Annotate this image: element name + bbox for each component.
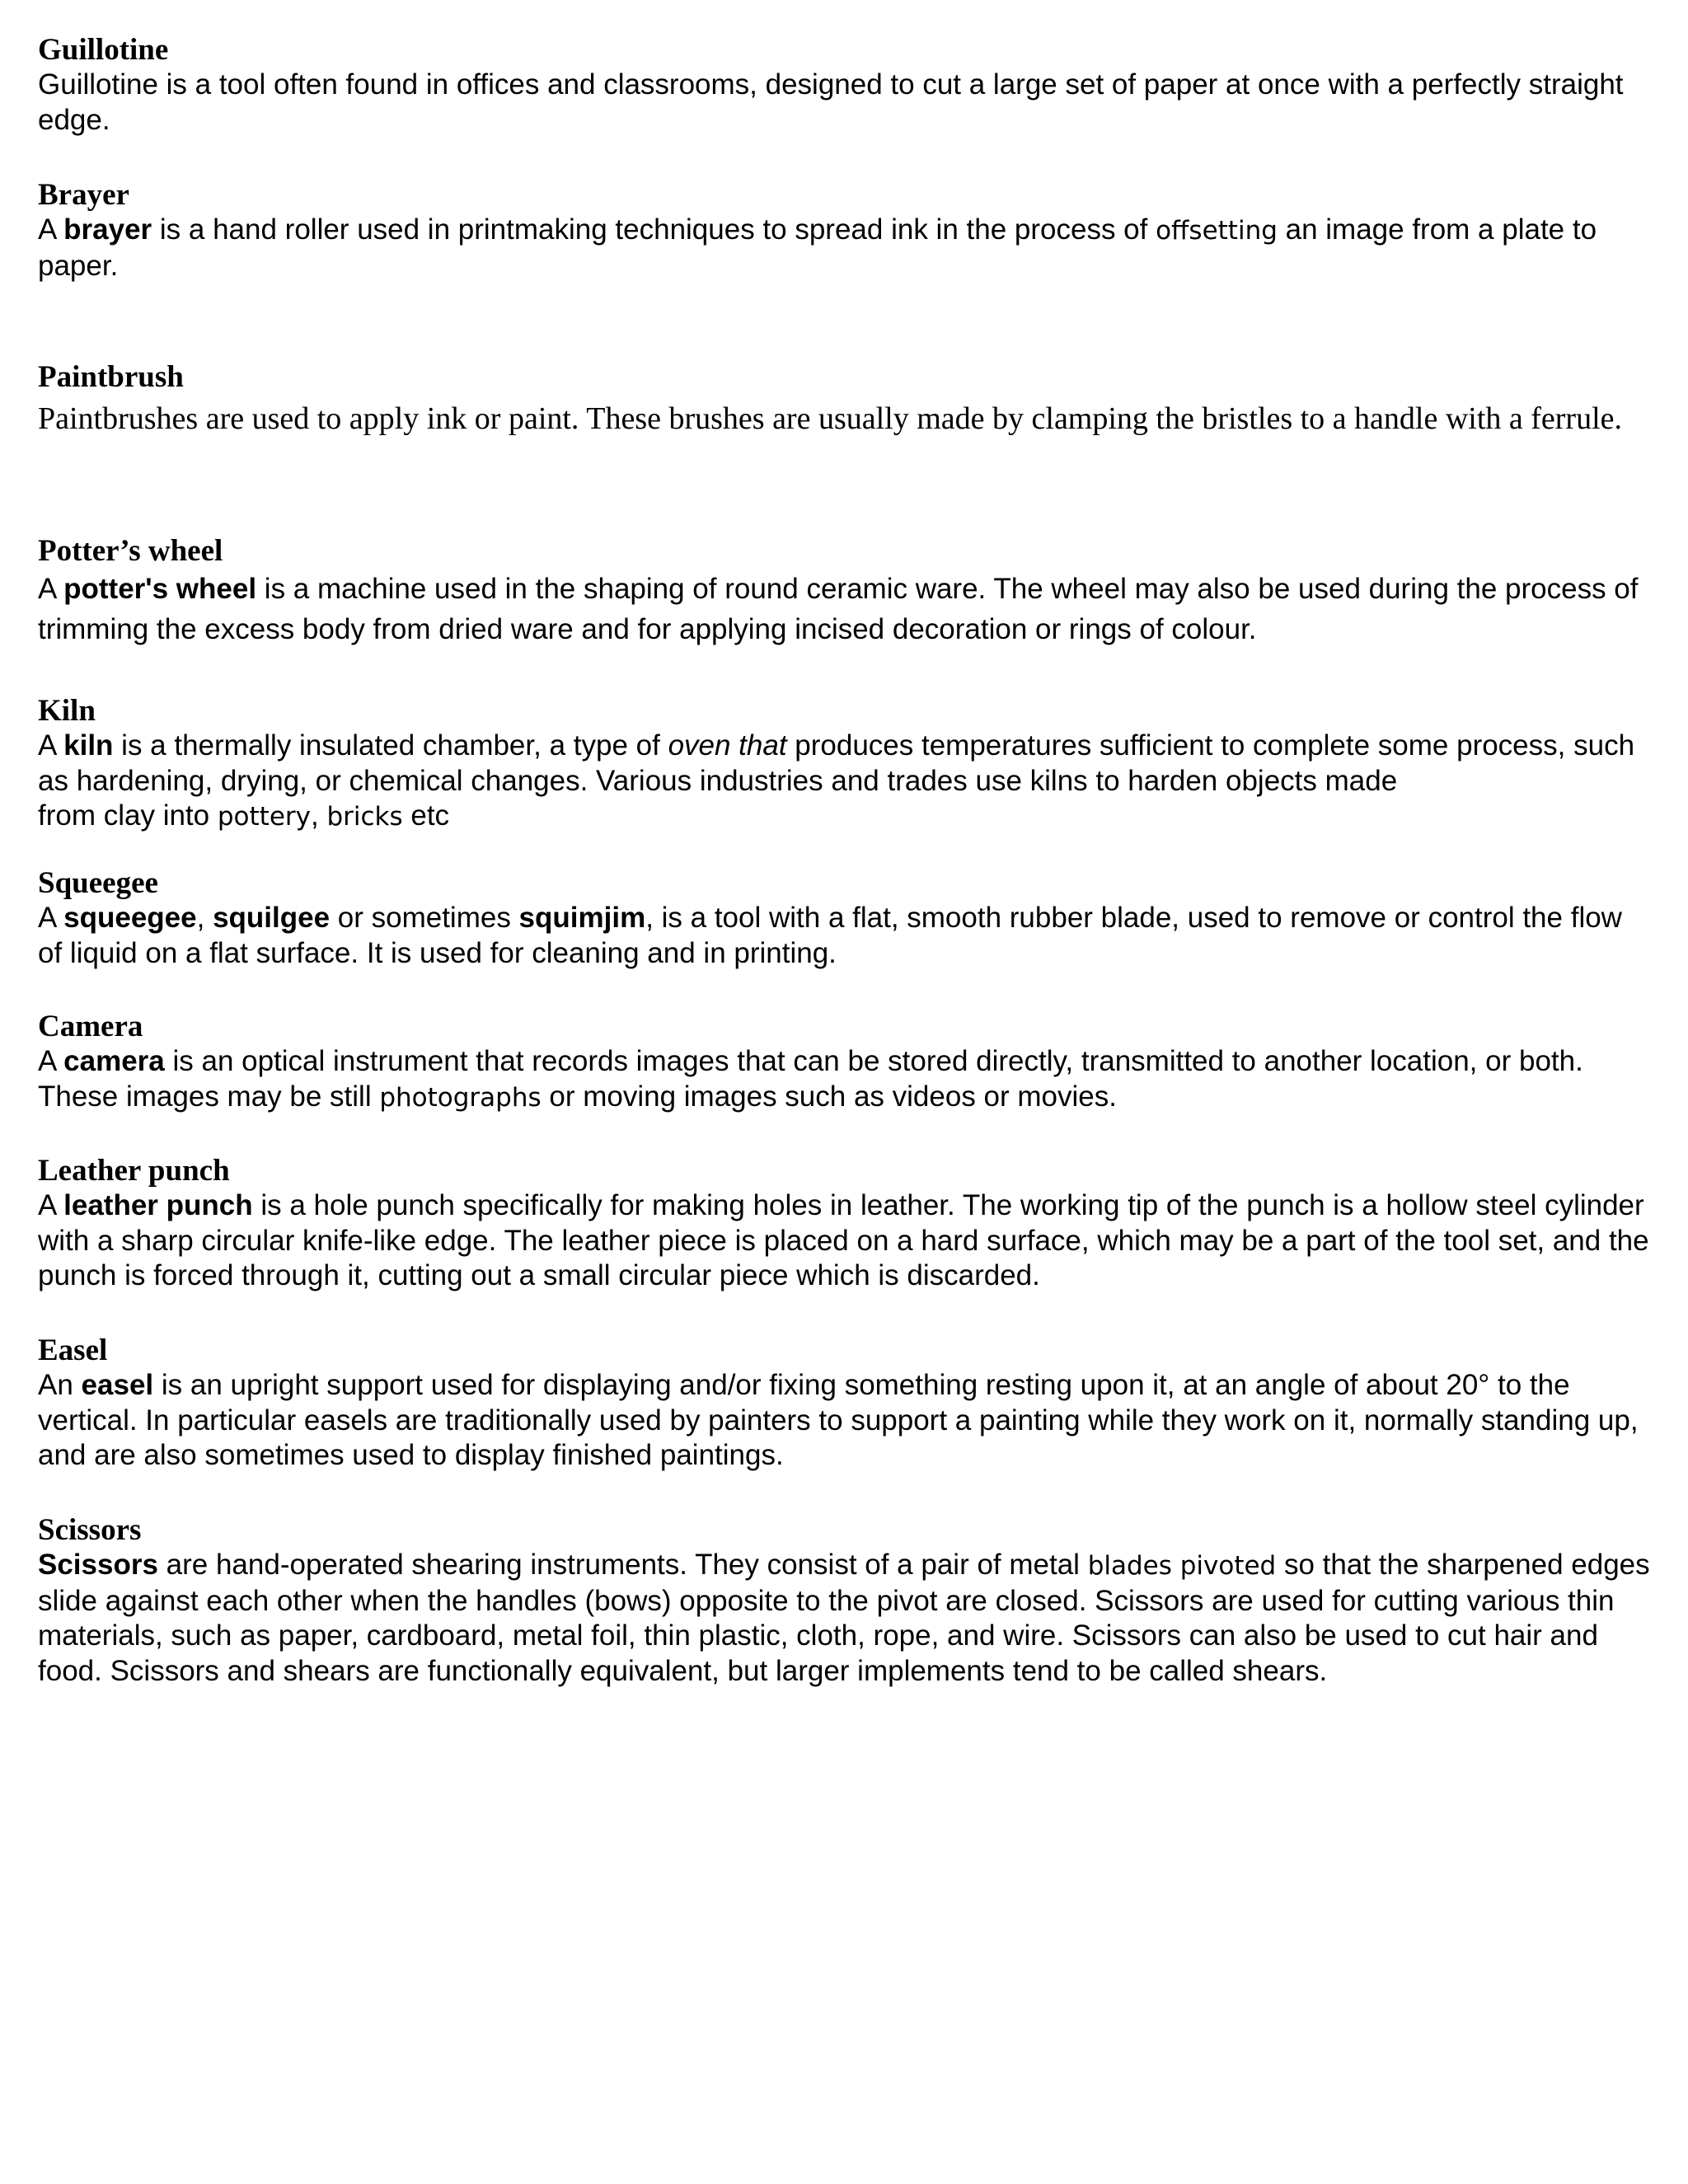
definition-text: produces temperatures sufficient to complete some process, such as hardening, drying, or chemical changes. Various industries and trades use kilns to harden objects made [38,729,1635,797]
definition-text: , [310,799,327,832]
definition-text: etc [402,799,450,832]
term-heading: Camera [38,1010,143,1043]
definition-text: so that the sharpened edges slide against each other when the handles (bows) opposite to the pivot are closed. Scissors are used for cutting various thin materials, such as paper, cardboard, metal foil, thin plastic, cloth, rope, and wire. Scissors can also be used to cut hair and food. Scissors and shears are functionally equivalent, but larger implements tend to be called shears. [38,1549,1650,1687]
definition-text: , is a tool with a flat, smooth rubber blade, used to remove or control the flow of liquid on a flat surface. It is used for cleaning and in printing. [38,902,1622,969]
definition-text: photographs [379,1082,542,1113]
entry-leather-punch [38,1154,1653,1294]
term-definition [38,1368,1653,1474]
definition-text: A [38,573,64,605]
term-heading: Potter’s wheel [38,534,223,568]
term-definition [38,396,1653,441]
definition-text: A [38,1045,64,1077]
definition-text: an image from a plate to paper. [38,213,1597,282]
term-heading: Squeegee [38,866,158,900]
definition-text: , [196,902,213,934]
entry-brayer [38,178,1653,284]
definition-text: pottery [217,802,311,832]
definition-text: bricks [326,802,403,832]
term-definition [38,1188,1653,1294]
term-definition [38,901,1653,971]
term-definition [38,1548,1653,1689]
definition-text: from clay into [38,799,218,832]
definition-text: A [38,729,64,762]
bold-term: camera [63,1045,165,1077]
definition-text: A [38,213,64,246]
bold-term: squilgee [213,902,331,934]
definition-text: Paintbrushes are used to apply ink or paint. These brushes are usually made by clamping the bristles to a handle with a ferrule. [38,401,1623,436]
term-definition [38,569,1653,649]
term-heading: Easel [38,1333,108,1367]
bold-term: kiln [63,729,114,762]
entry-easel [38,1333,1653,1474]
definition-text: A [38,902,64,934]
term-heading: Leather punch [38,1154,230,1188]
bold-term: leather punch [63,1189,253,1221]
definition-text: are hand-operated shearing instruments. They consist of a pair of metal [157,1549,1088,1581]
term-definition [38,729,1653,835]
term-heading: Brayer [38,178,129,212]
bold-term: easel [81,1369,154,1401]
definition-text: A [38,1189,64,1221]
bold-term: Scissors [38,1549,158,1581]
definition-text: Guillotine is a tool often found in offices and classrooms, designed to cut a large set of paper at once with a perfectly straight edge. [38,68,1624,136]
definition-text: is an upright support used for displaying and/or fixing something resting upon it, at an angle of about 20° to the vertical. In particular easels are traditionally used by painters to support a painting while they work on it, normally standing up, and are also sometimes used to display finished paintings. [38,1369,1639,1471]
entry-camera [38,1010,1653,1115]
definition-text: blades pivoted [1087,1551,1277,1581]
definition-text: or sometimes [330,902,519,934]
bold-term: potter's wheel [63,573,257,605]
term-heading: Kiln [38,694,96,728]
term-definition [38,213,1653,284]
definition-text: is a hole punch specifically for making holes in leather. The working tip of the punch is a hollow steel cylinder with a sharp circular knife-like edge. The leather piece is placed on a hard surface, which may be a part of the tool set, and the punch is forced through it, cutting out a small circular piece which is discarded. [38,1189,1649,1291]
italic-text: oven that [668,729,787,762]
definition-text: is a thermally insulated chamber, a type of [113,729,668,762]
entry-paintbrush [38,360,1653,441]
term-heading: Guillotine [38,33,169,67]
definition-text: An [38,1369,82,1401]
bold-term: brayer [63,213,152,246]
entry-squeegee [38,866,1653,971]
entry-scissors [38,1513,1653,1689]
definition-text: or moving images such as videos or movies. [541,1080,1117,1113]
entry-guillotine [38,33,1653,138]
definition-text: offsetting [1156,216,1278,246]
bold-term: squeegee [63,902,197,934]
entry-kiln [38,694,1653,835]
term-definition [38,1044,1653,1115]
definition-text: is a machine used in the shaping of round ceramic ware. The wheel may also be used during the process of trimming the excess body from dried ware and for applying incised decoration or rings of colour. [38,573,1639,645]
term-heading: Paintbrush [38,360,184,394]
entry-potters-wheel [38,534,1653,649]
term-heading: Scissors [38,1513,142,1547]
bold-term: squimjim [518,902,646,934]
term-definition [38,68,1653,138]
definition-text: is an optical instrument that records images that can be stored directly, transmitted to another location, or both. These images may be still [38,1045,1583,1113]
definition-text: is a hand roller used in printmaking techniques to spread ink in the process of [152,213,1156,246]
